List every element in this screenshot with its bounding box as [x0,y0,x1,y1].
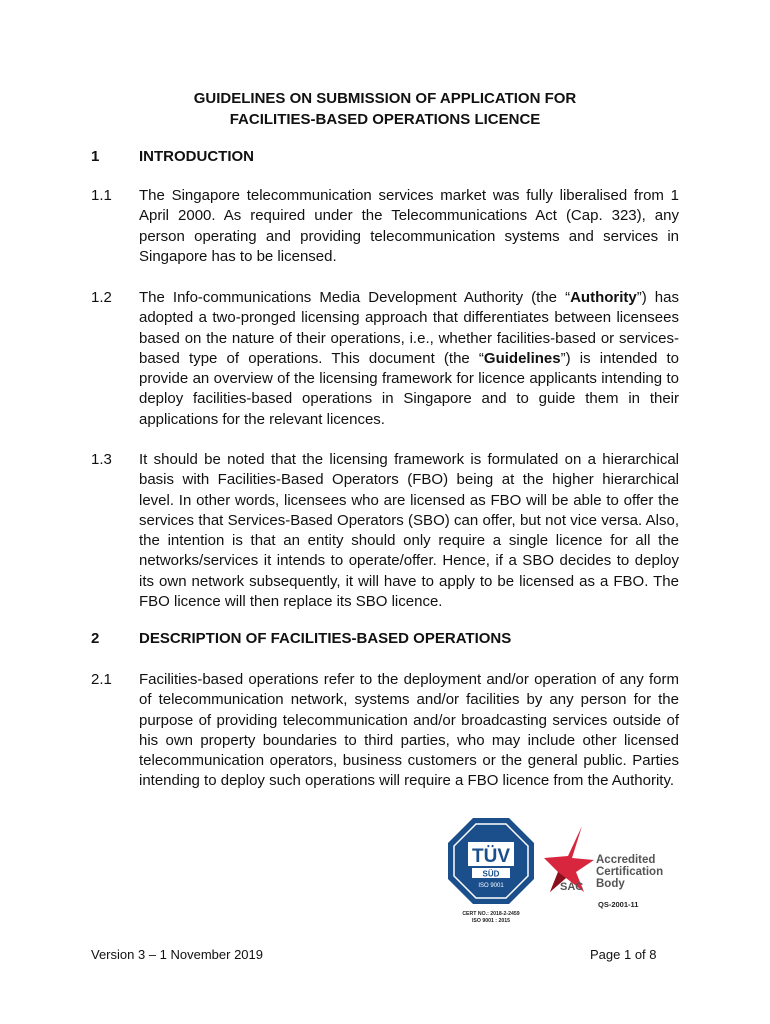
sac-code: QS-2001-11 [598,900,639,909]
sac-line-3: Body [596,878,625,890]
text-run: The Info-communications Media Development Authority (the “ [139,289,571,306]
section-title: DESCRIPTION OF FACILITIES-BASED OPERATIONS [139,630,512,647]
defined-term-guidelines: Guidelines [483,349,561,367]
tuv-cert-number: CERT NO.: 2018-2-2459 [462,911,520,917]
sac-line-2: Certification [596,866,664,878]
document-title [0,88,770,130]
paragraph-text: It should be noted that the licensing framework is formulated on a hierarchical basis with Facilities-Based Operators (FBO) being at the higher hierarchical level. In other words, licensees who are licensed as FBO will be able to offer the services that Services-Based Operators (SBO) can offer, but not vice versa. Also, the intention is that an entity should only require a single licence for all the networks/services it intends to operate/offer. Hence, if a SBO decides to deploy its own network subsequently, it will have to apply to be licensed as a FBO. The FBO licence will then replace its SBO licence. [139,451,679,611]
section-1-heading [91,147,691,167]
sac-abbr: SAC [560,881,584,893]
title-line-1: GUIDELINES ON SUBMISSION OF APPLICATION FOR [193,90,577,107]
paragraph-text: The Singapore telecommunication services market was fully liberalised from 1 April 2000. As required under the Telecommunications Act (Cap. 323), any person operating and providing telecommunication systems and services in Singapore has to be licensed. [139,187,679,265]
section-number: 2 [91,630,100,647]
tuv-iso-text: ISO 9001 [478,883,504,889]
paragraph-1-1 [91,186,679,267]
tuv-sud-logo [446,816,536,926]
sac-logo [538,826,688,916]
paragraph-1-3 [91,450,679,612]
tuv-sub-text: SÜD [482,869,500,879]
section-title: INTRODUCTION [139,148,254,165]
paragraph-number: 1.2 [91,289,112,306]
tuv-brand-text: TÜV [472,846,510,867]
tuv-iso-standard: ISO 9001 : 2015 [471,918,511,924]
footer-page-number: Page 1 of 8 [590,947,657,962]
footer-version: Version 3 – 1 November 2019 [91,947,263,962]
title-line-2: FACILITIES-BASED OPERATIONS LICENCE [229,111,541,128]
text-run: ”) has adopted a two-pronged licensing approach that differentiates between licensees based on the nature of their operations, i.e., whether facilities-based or services-based type of operations. This document (the “ [139,289,679,367]
paragraph-number: 1.3 [91,451,112,468]
paragraph-number: 1.1 [91,187,112,204]
section-2-heading [91,629,691,649]
sac-line-1: Accredited [596,854,656,866]
tuv-cert-info [446,911,536,925]
paragraph-1-2 [91,288,679,430]
section-number: 1 [91,148,100,165]
tuv-octagon-icon [446,816,536,906]
paragraph-text [139,288,679,430]
text-run: ”) is intended to provide an overview of the licensing framework for licence applicants intending to deploy facilities-based operations in Singapore and to guide them in their applications for the relevant licences. [139,349,680,428]
paragraph-text: Facilities-based operations refer to the deployment and/or operation of any form of telecommunication network, systems and/or facilities by any person for the purpose of providing telecommunication and/or broadcasting services outside of his own property boundaries to third parties, who may include other licensed telecommunication operators, business customers or the general public. Parties intending to deploy such operations will require a FBO licence from the Authority. [139,671,679,790]
paragraph-number: 2.1 [91,671,112,688]
paragraph-2-1 [91,670,679,792]
sac-text [596,854,663,890]
defined-term-authority: Authority [570,289,637,306]
